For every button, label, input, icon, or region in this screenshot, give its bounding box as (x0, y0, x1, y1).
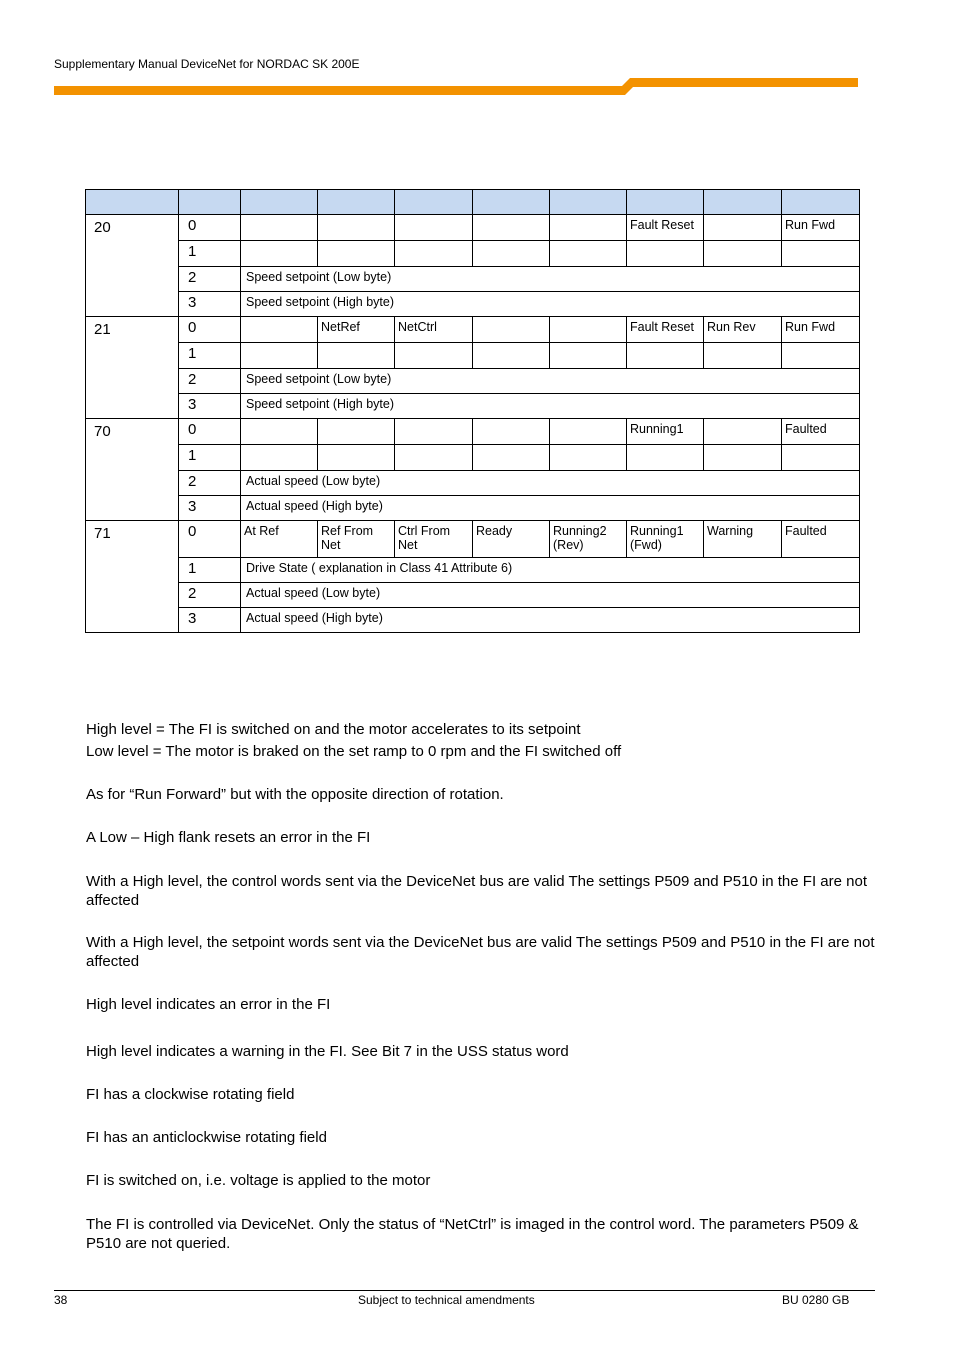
value-cell: Actual speed (High byte) (241, 496, 860, 521)
header-cell (395, 190, 473, 215)
value-cell: Actual speed (Low byte) (241, 471, 860, 496)
byte-cell: 0 (179, 419, 241, 445)
byte-cell: 1 (179, 241, 241, 267)
bit-cell: Run Fwd (782, 317, 860, 343)
bit-cell (395, 419, 473, 445)
bit-cell: NetRef (318, 317, 395, 343)
table-row (86, 369, 860, 394)
byte-cell: 0 (179, 521, 241, 558)
table-row (86, 496, 860, 521)
table-row (86, 471, 860, 496)
header-cell (473, 190, 550, 215)
bit-cell (704, 241, 782, 267)
byte-cell: 2 (179, 583, 241, 608)
value-cell: Speed setpoint (High byte) (241, 394, 860, 419)
desc-fault-reset: A Low – High flank resets an error in the FI (86, 829, 371, 846)
table-row (86, 558, 860, 583)
bit-cell (318, 215, 395, 241)
desc-running-fwd: FI has a clockwise rotating field (86, 1086, 295, 1103)
table-row (86, 521, 860, 558)
bit-cell (627, 445, 704, 471)
byte-cell: 2 (179, 369, 241, 394)
bit-cell: Ctrl From Net (395, 521, 473, 558)
bit-cell (241, 343, 318, 369)
value-cell: Speed setpoint (Low byte) (241, 369, 860, 394)
bit-cell (241, 215, 318, 241)
bit-cell (318, 419, 395, 445)
bit-cell (241, 419, 318, 445)
desc-faulted: High level indicates an error in the FI (86, 996, 331, 1013)
table-row (86, 215, 860, 241)
bit-cell: Run Rev (704, 317, 782, 343)
table-row (86, 583, 860, 608)
table-row (86, 292, 860, 317)
table-row (86, 445, 860, 471)
bit-cell (473, 419, 550, 445)
table-row (86, 343, 860, 369)
header-cell (241, 190, 318, 215)
bit-cell (395, 445, 473, 471)
byte-cell: 1 (179, 343, 241, 369)
bit-cell (473, 445, 550, 471)
byte-cell: 3 (179, 496, 241, 521)
header-cell (86, 190, 179, 215)
table-header-row (86, 190, 860, 215)
desc-netref: With a High level, the setpoint words sent via the DeviceNet bus are valid The settings P509 and P510 in the FI are not affected (86, 934, 875, 970)
bit-cell (550, 343, 627, 369)
desc-run-fwd-high: High level = The FI is switched on and the motor accelerates to its setpoint (86, 721, 581, 738)
footer-note: Subject to technical amendments (358, 1293, 535, 1307)
byte-cell: 1 (179, 558, 241, 583)
bit-cell: Ref From Net (318, 521, 395, 558)
bit-cell (550, 317, 627, 343)
bit-cell (627, 241, 704, 267)
bit-cell (241, 317, 318, 343)
value-cell: Speed setpoint (High byte) (241, 292, 860, 317)
desc-netctrl: With a High level, the control words sent via the DeviceNet bus are valid The settings P509 and P510 in the FI are not affected (86, 873, 867, 909)
header-cell (782, 190, 860, 215)
io-assembly-table (85, 189, 860, 633)
bit-cell: Run Fwd (782, 215, 860, 241)
bit-cell (627, 343, 704, 369)
bit-cell (704, 343, 782, 369)
value-cell: Speed setpoint (Low byte) (241, 267, 860, 292)
bit-cell (318, 241, 395, 267)
instance-cell: 70 (86, 419, 179, 521)
bit-cell (241, 241, 318, 267)
header-cell (627, 190, 704, 215)
header-cell (179, 190, 241, 215)
desc-run-fwd-low: Low level = The motor is braked on the set ramp to 0 rpm and the FI switched off (86, 743, 622, 760)
instance-cell: 21 (86, 317, 179, 419)
bit-cell (318, 445, 395, 471)
byte-cell: 2 (179, 267, 241, 292)
bit-cell (550, 445, 627, 471)
bit-cell (473, 241, 550, 267)
footer-divider (54, 1290, 875, 1291)
bit-cell: Faulted (782, 419, 860, 445)
bit-cell: At Ref (241, 521, 318, 558)
byte-cell: 3 (179, 608, 241, 633)
bit-cell (782, 241, 860, 267)
table-row (86, 267, 860, 292)
bit-cell (318, 343, 395, 369)
page-number: 38 (54, 1293, 68, 1307)
byte-cell: 0 (179, 317, 241, 343)
table-row (86, 394, 860, 419)
table-row (86, 419, 860, 445)
desc-running-rev: FI has an anticlockwise rotating field (86, 1129, 327, 1146)
bit-cell (704, 419, 782, 445)
bit-cell (473, 317, 550, 343)
bit-cell: NetCtrl (395, 317, 473, 343)
instance-cell: 20 (86, 215, 179, 317)
bit-cell (782, 343, 860, 369)
byte-cell: 3 (179, 394, 241, 419)
document-code: BU 0280 GB (782, 1293, 850, 1307)
instance-cell: 71 (86, 521, 179, 633)
desc-warning: High level indicates a warning in the FI. See Bit 7 in the USS status word (86, 1043, 569, 1060)
bit-cell (704, 215, 782, 241)
bit-cell (395, 215, 473, 241)
bit-cell (395, 343, 473, 369)
bit-cell: Fault Reset (627, 317, 704, 343)
bit-cell (473, 215, 550, 241)
value-cell: Actual speed (High byte) (241, 608, 860, 633)
desc-ctrl-from-net: The FI is controlled via DeviceNet. Only the status of “NetCtrl” is imaged in the control word. The parameters P509 & P510 are not queried. (86, 1216, 859, 1252)
desc-run-rev: As for “Run Forward” but with the opposite direction of rotation. (86, 786, 504, 803)
bit-cell: Warning (704, 521, 782, 558)
bit-cell: Ready (473, 521, 550, 558)
byte-cell: 2 (179, 471, 241, 496)
bit-cell (782, 445, 860, 471)
value-cell: Drive State ( explanation in Class 41 Attribute 6) (241, 558, 860, 583)
desc-ready: FI is switched on, i.e. voltage is applied to the motor (86, 1172, 431, 1189)
document-header-title: Supplementary Manual DeviceNet for NORDAC SK 200E (54, 57, 360, 71)
table-row (86, 317, 860, 343)
bit-cell: Running1 (627, 419, 704, 445)
byte-cell: 1 (179, 445, 241, 471)
bit-cell: Fault Reset (627, 215, 704, 241)
bit-cell (395, 241, 473, 267)
bit-cell: Faulted (782, 521, 860, 558)
bit-cell: Running1 (Fwd) (627, 521, 704, 558)
header-cell (704, 190, 782, 215)
bit-cell (241, 445, 318, 471)
bit-cell (550, 419, 627, 445)
bit-cell (550, 215, 627, 241)
header-accent-bar (54, 78, 858, 95)
bit-cell: Running2 (Rev) (550, 521, 627, 558)
byte-cell: 3 (179, 292, 241, 317)
table-row (86, 241, 860, 267)
byte-cell: 0 (179, 215, 241, 241)
bit-cell (704, 445, 782, 471)
table-row (86, 608, 860, 633)
value-cell: Actual speed (Low byte) (241, 583, 860, 608)
header-cell (318, 190, 395, 215)
header-cell (550, 190, 627, 215)
bit-cell (473, 343, 550, 369)
bit-cell (550, 241, 627, 267)
